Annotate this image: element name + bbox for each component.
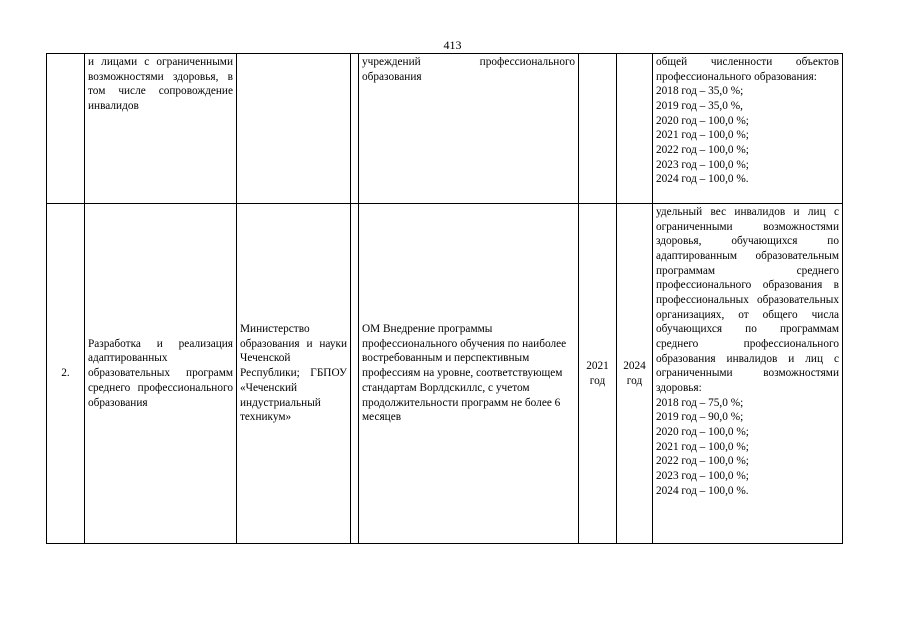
indicator-value: 2022 год – 100,0 %; xyxy=(656,144,749,157)
page-number: 413 xyxy=(443,38,462,52)
indicator-value: 2024 год – 100,0 %. xyxy=(656,173,749,186)
cell-indicator-continued xyxy=(653,54,843,204)
indicator-values xyxy=(656,84,839,187)
cell-executor-empty xyxy=(237,54,351,204)
start-year: 2021 xyxy=(586,359,609,372)
indicator-value: 2020 год – 100,0 %; xyxy=(656,426,749,439)
indicator-text: общей численности объектов профессионального образования: xyxy=(656,56,839,83)
indicator-value: 2022 год – 100,0 %; xyxy=(656,455,749,468)
indicator-value: 2023 год – 100,0 %; xyxy=(656,158,749,171)
indicator-value: 2023 год – 100,0 %; xyxy=(656,470,749,483)
cell-narrow-empty xyxy=(351,54,359,204)
indicator-value: 2019 год – 90,0 %; xyxy=(656,411,744,424)
end-year-unit: год xyxy=(626,374,643,387)
cell-row-number: 2. xyxy=(47,204,85,544)
indicator-values xyxy=(656,396,839,499)
cell-executor: Министерство образования и науки Чеченской Республики; ГБПОУ «Чеченский индустриальный техникум» xyxy=(237,204,351,544)
table-row-2 xyxy=(47,204,843,544)
cell-end-year xyxy=(617,204,653,544)
cell-start-year xyxy=(579,204,617,544)
indicator-value: 2020 год – 100,0 %; xyxy=(656,114,749,127)
cell-number-empty xyxy=(47,54,85,204)
indicator-value: 2024 год – 100,0 %. xyxy=(656,484,749,497)
cell-indicator xyxy=(653,204,843,544)
indicator-value: 2018 год – 75,0 %; xyxy=(656,396,744,409)
table-row-continued xyxy=(47,54,843,204)
indicator-value: 2018 год – 35,0 %; xyxy=(656,85,744,98)
indicator-value: 2021 год – 100,0 %; xyxy=(656,129,749,142)
indicator-value: 2019 год – 35,0 %, xyxy=(656,100,743,113)
cell-start-empty xyxy=(579,54,617,204)
indicator-text: удельный вес инвалидов и лиц с ограниченными возможностями здоровья, обучающихся по адаптированным образовательным программам среднего профессионального образования в профессиональных образовательных организациях, от общего числа обучающихся по программам среднего профессионального образования инвалидов и лиц с ограниченными возможностями здоровья: xyxy=(656,206,839,395)
indicator-value: 2021 год – 100,0 %; xyxy=(656,440,749,453)
cell-activity: Разработка и реализация адаптированных образовательных программ среднего профессионального образования xyxy=(85,204,237,544)
cell-description-continued: учреждений профессионального образования xyxy=(359,54,579,204)
end-year: 2024 xyxy=(623,359,646,372)
cell-narrow-empty xyxy=(351,204,359,544)
cell-description: ОМ Внедрение программы профессионального обучения по наиболее востребованным и перспективным профессиям на уровне, соответствующем стандартам Ворлдскиллс, с учетом продолжительности программ не более 6 месяцев xyxy=(359,204,579,544)
cell-end-empty xyxy=(617,54,653,204)
cell-activity-continued: и лицами с ограниченными возможностями здоровья, в том числе сопровождение инвалидов xyxy=(85,54,237,204)
start-year-unit: год xyxy=(589,374,606,387)
program-table xyxy=(46,53,843,544)
